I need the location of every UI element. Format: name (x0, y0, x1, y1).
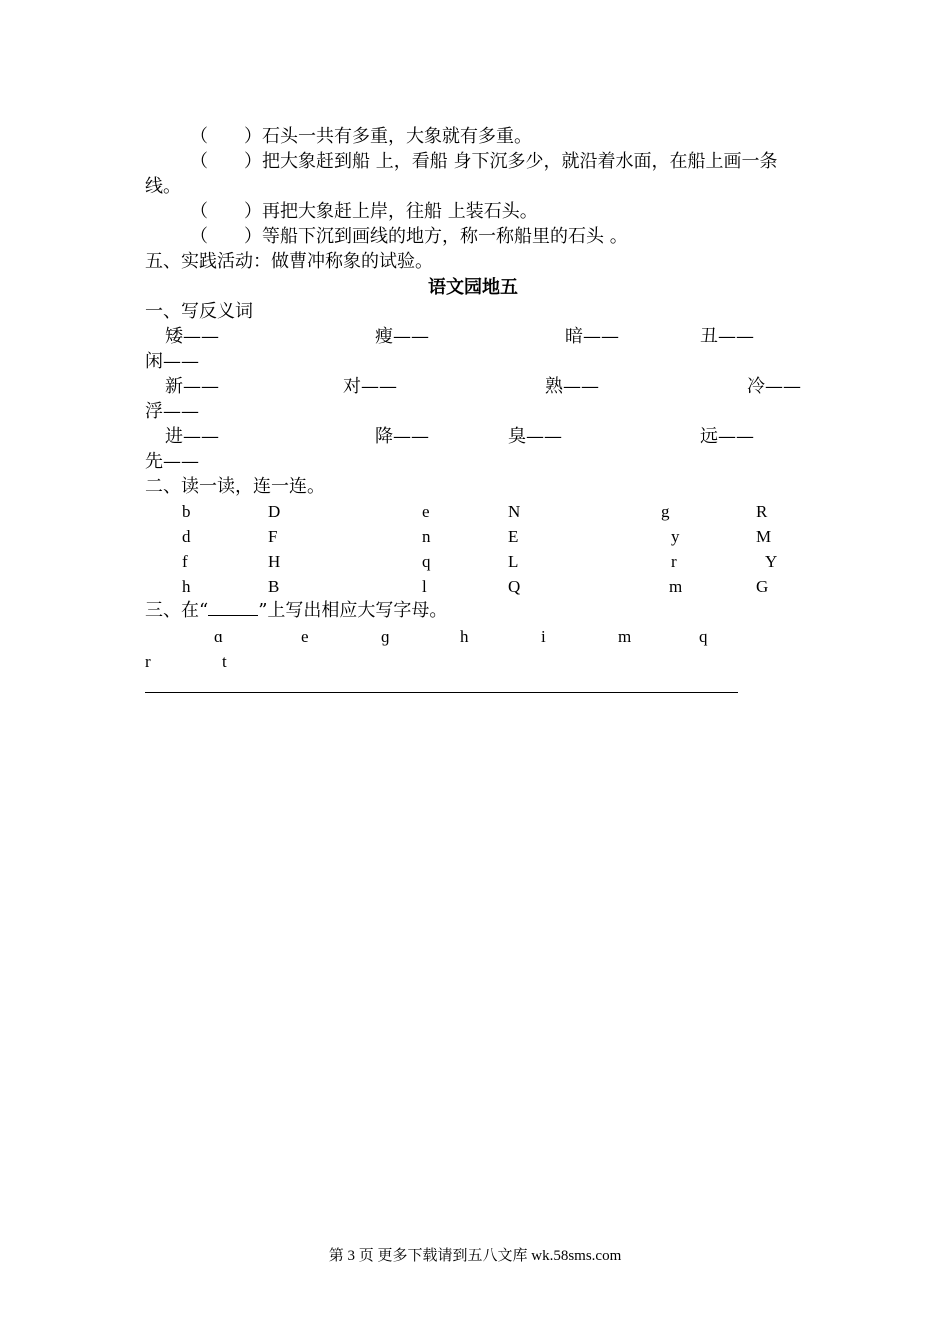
match-letter: B (268, 577, 280, 596)
antonym-item: 丑—— (700, 326, 754, 347)
match-letter: h (182, 577, 191, 596)
match-letter: l (422, 577, 427, 596)
lowercase-letter: r (145, 652, 151, 671)
match-letter: m (669, 577, 683, 596)
antonym-item: 浮—— (145, 401, 199, 422)
uppercase-heading (145, 598, 447, 623)
page-footer: 第 3 页 更多下载请到五八文库 wk.58sms.com (328, 1248, 622, 1264)
match-letter: Y (765, 552, 778, 571)
antonym-item: 远—— (700, 426, 754, 447)
match-letter: n (422, 527, 431, 546)
antonym-item: 新—— (165, 376, 219, 397)
match-letter: D (268, 502, 281, 521)
lowercase-letter: ɡ (381, 627, 390, 646)
antonym-item: 暗—— (565, 326, 619, 347)
antonym-item: 闲—— (145, 351, 199, 372)
match-letter: f (182, 552, 188, 571)
ordering-item-2-wrap: 线。 (145, 176, 181, 197)
uppercase-heading-post: ”上写出相应大写字母。 (258, 600, 448, 621)
lowercase-letter: e (301, 627, 309, 646)
match-letter: d (182, 527, 191, 546)
antonym-item: 矮—— (165, 326, 219, 347)
match-letter: b (182, 502, 191, 521)
match-letter: G (756, 577, 769, 596)
lowercase-letter: ɑ (214, 627, 223, 646)
antonym-item: 熟—— (545, 376, 599, 397)
match-letter: N (508, 502, 521, 521)
antonym-item: 臭—— (508, 426, 562, 447)
match-letter: E (508, 527, 519, 546)
match-letter: q (422, 552, 431, 571)
ordering-item-4: （ ）等船下沉到画线的地方，称一称船里的石头 。 (190, 226, 628, 247)
antonym-item: 瘦—— (375, 326, 429, 347)
match-letter: y (671, 527, 680, 546)
antonym-item: 冷—— (747, 376, 801, 397)
lowercase-letter: h (460, 627, 469, 646)
match-letter: Q (508, 577, 521, 596)
antonym-item: 降—— (375, 426, 429, 447)
writing-line (145, 692, 738, 693)
uppercase-heading-pre: 三、在“ (145, 600, 209, 621)
antonyms-heading: 一、写反义词 (145, 301, 253, 322)
matching-heading: 二、读一读，连一连。 (145, 476, 325, 497)
lowercase-letter: m (618, 627, 632, 646)
ordering-item-1: （ ）石头一共有多重，大象就有多重。 (190, 126, 532, 147)
antonym-item: 先—— (145, 451, 199, 472)
section-five-practice: 五、实践活动：做曹冲称象的试验。 (145, 251, 433, 272)
lowercase-letter: i (541, 627, 546, 646)
match-letter: H (268, 552, 281, 571)
lowercase-letter: t (222, 652, 227, 671)
antonym-item: 进—— (165, 426, 219, 447)
match-letter: M (756, 527, 772, 546)
antonym-item: 对—— (343, 376, 397, 397)
match-letter: R (756, 502, 768, 521)
match-letter: e (422, 502, 430, 521)
match-letter: r (671, 552, 677, 571)
match-letter: F (268, 527, 278, 546)
match-letter: L (508, 552, 519, 571)
match-letter: g (661, 502, 670, 521)
ordering-item-3: （ ）再把大象赶上岸，往船 上装石头。 (190, 201, 538, 222)
unit-title: 语文园地五 (428, 277, 518, 298)
answer-blank (208, 599, 258, 616)
ordering-item-2: （ ）把大象赶到船 上，看船 身下沉多少，就沿着水面，在船上画一条 (190, 151, 778, 172)
lowercase-letter: q (699, 627, 708, 646)
